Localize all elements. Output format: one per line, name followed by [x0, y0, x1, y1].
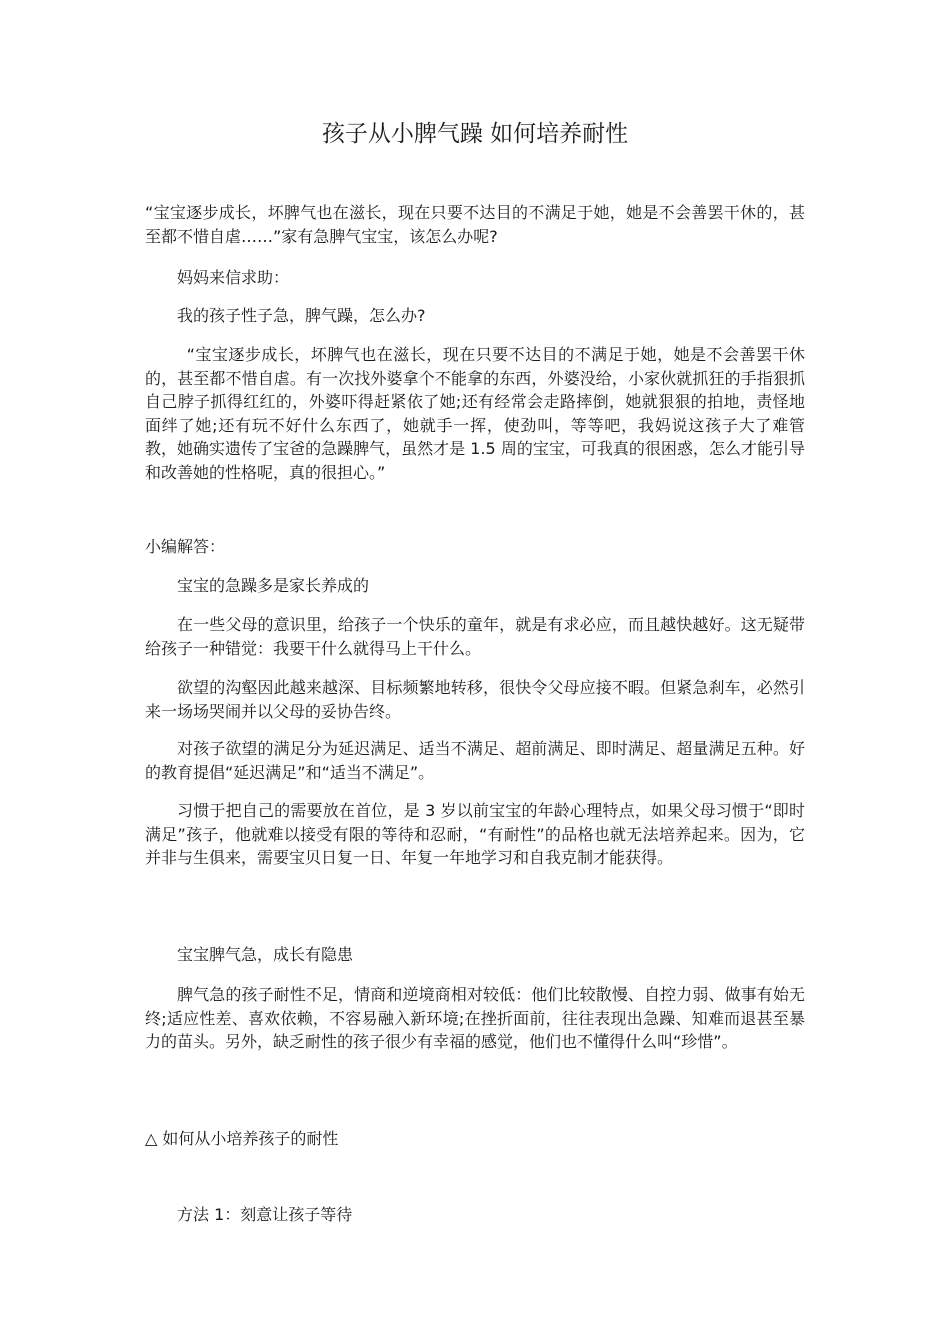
section-heading-risks: 宝宝脾气急，成长有隐患: [177, 945, 354, 964]
intro-paragraph: “宝宝逐步成长，坏脾气也在滋长，现在只要不达目的不满足于她，她是不会善罢干休的，甚至都不惜自虐……”家有急脾气宝宝，该怎么办呢?: [145, 203, 805, 246]
section-heading-parents: 宝宝的急躁多是家长养成的: [177, 576, 370, 595]
mother-question: 我的孩子性子急，脾气躁，怎么办?: [177, 306, 426, 325]
section-heading-methods: △ 如何从小培养孩子的耐性: [145, 1129, 339, 1148]
body-paragraph-1: 在一些父母的意识里，给孩子一个快乐的童年，就是有求必应，而且越快越好。这无疑带给孩子一种错觉：我要干什么就得马上干什么。: [145, 615, 805, 658]
body-paragraph-4: 习惯于把自己的需要放在首位，是 3 岁以前宝宝的年龄心理特点，如果父母习惯于“即时满足”孩子，他就难以接受有限的等待和忍耐，“有耐性”的品格也就无法培养起来。因为，它并非与生俱来，需要宝贝日复一日、年复一年地学习和自我克制才能获得。: [145, 801, 805, 867]
document-title: 孩子从小脾气躁 如何培养耐性: [321, 121, 629, 147]
body-paragraph-2: 欲望的沟壑因此越来越深、目标频繁地转移，很快令父母应接不暇。但紧急刹车，必然引来一场场哭闹并以父母的妥协告终。: [145, 678, 805, 721]
method-1-heading: 方法 1：刻意让孩子等待: [177, 1205, 353, 1224]
mother-request-heading: 妈妈来信求助：: [177, 268, 290, 287]
body-paragraph-5: 脾气急的孩子耐性不足，情商和逆境商相对较低：他们比较散慢、自控力弱、做事有始无终;适应性差、喜欢依赖，不容易融入新环境;在挫折面前，往往表现出急躁、知难而退甚至暴力的苗头。另外，缺乏耐性的孩子很少有幸福的感觉，他们也不懂得什么叫“珍惜”。: [145, 985, 805, 1051]
editor-answer-heading: 小编解答：: [145, 537, 226, 556]
mother-letter-paragraph: “宝宝逐步成长，坏脾气也在滋长，现在只要不达目的不满足于她，她是不会善罢干休的，甚至都不惜自虐。有一次找外婆拿个不能拿的东西，外婆没给，小家伙就抓狂的手指狠抓自己脖子抓得红红的，外婆吓得赶紧依了她;还有经常会走路摔倒，她就狠狠的拍地，责怪地面绊了她;还有玩不好什么东西了，她就手一挥，使劲叫，等等吧，我妈说这孩子大了难管教，她确实遗传了宝爸的急躁脾气，虽然才是 1.5 周的宝宝，可我真的很困惑，怎么才能引导和改善她的性格呢，真的很担心。”: [145, 345, 805, 482]
body-paragraph-3: 对孩子欲望的满足分为延迟满足、适当不满足、超前满足、即时满足、超量满足五种。好的教育提倡“延迟满足”和“适当不满足”。: [145, 739, 805, 782]
